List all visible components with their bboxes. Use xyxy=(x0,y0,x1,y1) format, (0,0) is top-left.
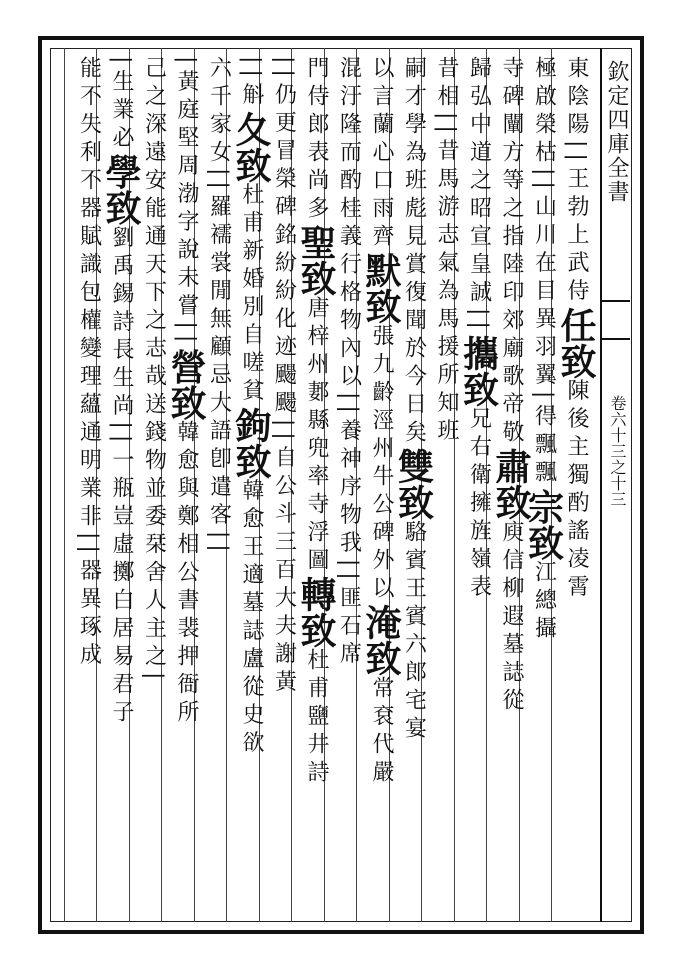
text-segment: 昔相||昔馬游志氣為馬援所知班 xyxy=(434,56,459,447)
edge-title: 欽定四庫全書 xyxy=(604,60,629,204)
text-segment: 碑銘紛紛化迹颺颺||自公斗三百 xyxy=(271,194,297,586)
heading-term: 營致 xyxy=(165,348,207,421)
heading-term: 雙致 xyxy=(392,448,435,520)
text-segment: 義行格物內以||養神 xyxy=(336,224,362,475)
heading-term: 學致 xyxy=(100,153,142,226)
heading-term: 任致 xyxy=(555,306,597,379)
heading-term: 夂致 xyxy=(230,110,272,183)
text-segment: 大夫謝黃 xyxy=(271,585,297,698)
text-segment: 歸弘中道之 xyxy=(466,56,492,196)
text-segment: 六千 xyxy=(206,56,232,112)
text-segment: 兄右衛擁旌嶺表 xyxy=(466,406,492,603)
heading-term: 鉤致 xyxy=(230,406,272,479)
text-segment: 混汙隆而酌桂 xyxy=(336,56,362,224)
text-segment: 寺碑闡方等之指 xyxy=(499,56,524,252)
text-segment: 江總攝 xyxy=(531,560,557,645)
text-segment: 東陰陽||王勃上武侍 xyxy=(564,56,589,307)
heading-term: 攜致 xyxy=(457,334,500,407)
heading-term: 淹致 xyxy=(360,604,402,676)
text-segment: ||斛 xyxy=(239,56,264,111)
column-rule xyxy=(64,48,65,922)
text-segment: 送錢物並委栞舍人主之| xyxy=(141,392,167,686)
text-segment: 不器賦識包權變理蘊通明業非||器異琢成 xyxy=(76,168,102,671)
text-segment: 庾信柳遐墓誌從 xyxy=(499,520,524,716)
text-segment: 駱賓王賓六郎宅宴 xyxy=(401,520,427,744)
text-segment: |生業必 xyxy=(109,56,134,154)
text-column xyxy=(65,56,113,916)
text-segment: 極啟榮枯||山川在目 xyxy=(531,56,557,307)
text-segment: 常袞代嚴 xyxy=(369,676,394,788)
text-segment: 陸印郊廟歌帝敬 xyxy=(499,252,524,448)
text-segment: 能不失利 xyxy=(76,56,102,168)
heading-term: 默致 xyxy=(360,252,402,324)
text-segment: 杜甫新婚別自嗟貧 xyxy=(239,182,264,407)
text-segment: 陳後主獨酌謠凌霄 xyxy=(564,378,589,603)
text-segment: 家女||羅襦裳 xyxy=(206,112,232,279)
fishtail-mark xyxy=(602,300,630,340)
text-segment: |黃庭堅周渤字說未嘗|| xyxy=(174,56,199,349)
text-segment: 己之深遠安能通天下之志哉 xyxy=(141,56,167,392)
text-segment: 劉禹錫詩長生尚||一瓶豈虛擲白居易君子 xyxy=(109,225,134,729)
text-segment: 門侍郎表尚多 xyxy=(304,56,329,224)
text-segment: 韓愈與鄭相公書裴押衙所 xyxy=(174,420,199,729)
text-segment: ||仍更冒榮 xyxy=(271,56,297,195)
heading-term: 肅致 xyxy=(490,448,532,520)
text-segment: 閒無顧忌大語卽遣客|| xyxy=(206,278,232,558)
edge-volume: 卷六十三之十三 xyxy=(608,395,627,507)
heading-term: 聖致 xyxy=(295,224,337,296)
text-segment: 唐梓州郪縣兜率寺浮圖 xyxy=(304,296,329,576)
text-segment: 杜甫鹽井詩 xyxy=(304,648,329,788)
text-segment: 韓愈王適墓誌盧從史欲 xyxy=(239,478,264,759)
text-segment: 嗣才學為班彪見賞復聞於今日矣 xyxy=(401,56,427,448)
text-segment: 以言蘭心口雨齊 xyxy=(369,56,394,252)
heading-term: 轉致 xyxy=(295,576,337,648)
text-segment: 張九齡涇州牛公碑外以 xyxy=(369,324,394,604)
text-segment: 異羽翼|得飄飄 xyxy=(531,306,557,489)
text-segment: 昭宣皇誠|| xyxy=(466,196,492,335)
text-segment: 序物我||匪石席 xyxy=(336,474,362,670)
heading-term: 宗致 xyxy=(522,488,565,561)
